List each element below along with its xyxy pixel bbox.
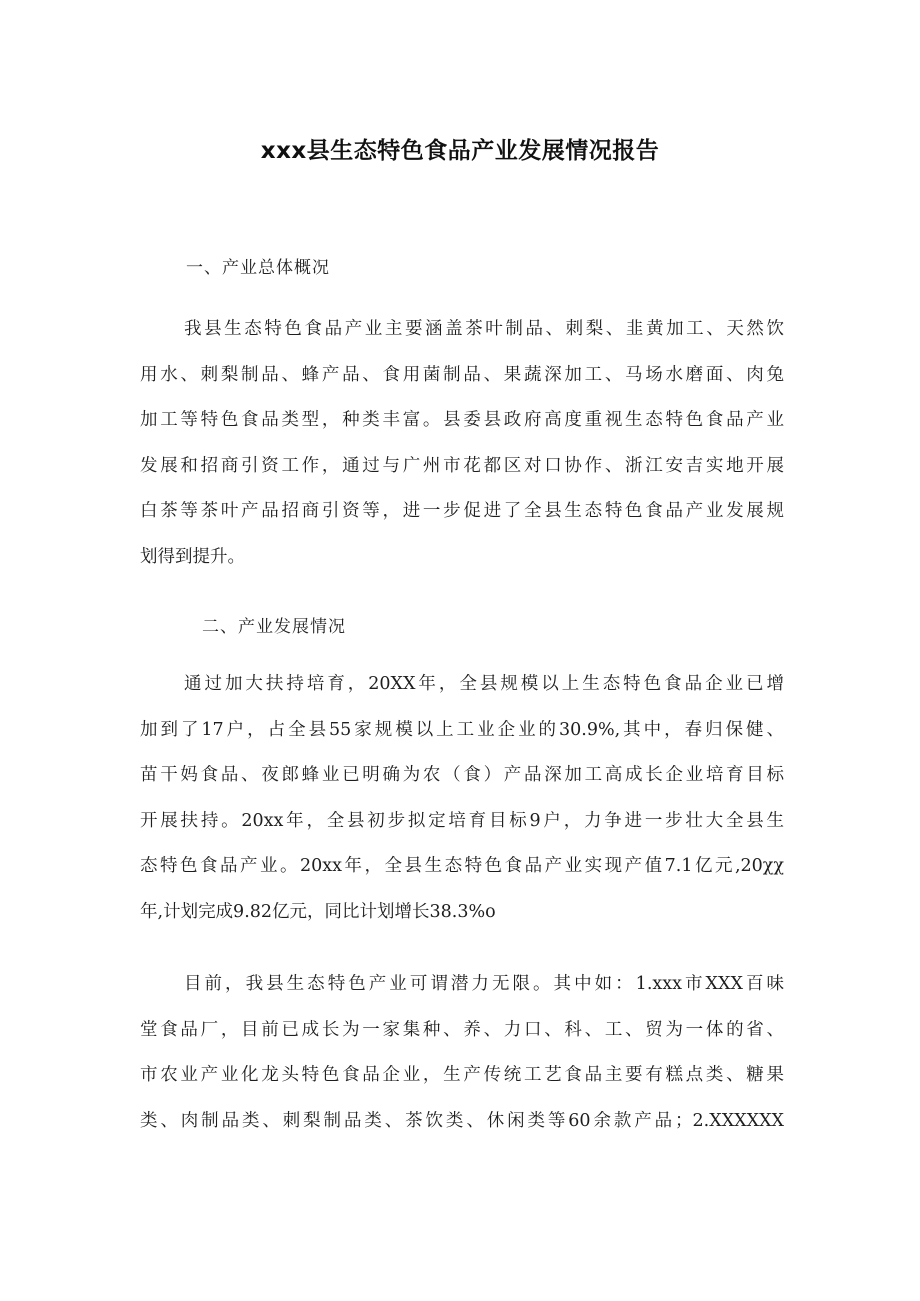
paragraph-line: 堂食品厂，目前已成长为一家集种、养、力口、科、工、贸为一体的省、 xyxy=(140,1019,784,1040)
paragraph-line: 年,计划完成9.82亿元，同比计划增长38.3%o xyxy=(140,901,496,922)
paragraph-line: 发展和招商引资工作，通过与广州市花都区对口协作、浙江安吉实地开展 xyxy=(140,455,784,476)
paragraph-line: 加到了17户，占全县55家规模以上工业企业的30.9%,其中，春归保健、 xyxy=(140,719,784,740)
section-heading-development: 二、产业发展情况 xyxy=(202,617,346,637)
paragraph-development xyxy=(140,662,784,935)
paragraph-overview xyxy=(140,307,784,580)
paragraph-line: 白茶等茶叶产品招商引资等，进一步促进了全县生态特色食品产业发展规 xyxy=(140,501,784,521)
paragraph-line: 开展扶持。20xx年，全县初步拟定培育目标9户，力争进一步壮大全县生 xyxy=(140,810,784,831)
paragraph-line: 通过加大扶持培育，20XX年，全县规模以上生态特色食品企业已增 xyxy=(184,674,784,694)
paragraph-line: 划得到提升。 xyxy=(140,546,245,567)
paragraph-line: 苗干妈食品、夜郎蜂业已明确为农（食）产品深加工高成长企业培育目标 xyxy=(140,765,784,785)
paragraph-line: 类、肉制品类、刺梨制品类、茶饮类、休闲类等60余款产品；2.XXXXXX xyxy=(140,1110,784,1131)
paragraph-line: 我县生态特色食品产业主要涵盖茶叶制品、刺梨、韭黄加工、天然饮 xyxy=(184,319,784,339)
paragraph-line: 用水、刺梨制品、蜂产品、食用菌制品、果蔬深加工、马场水磨面、肉兔 xyxy=(140,364,784,385)
paragraph-potential xyxy=(140,962,784,1144)
section-heading-overview: 一、产业总体概况 xyxy=(186,258,330,278)
paragraph-line: 目前，我县生态特色产业可谓潜力无限。其中如：1.xxx市XXX百味 xyxy=(184,974,784,994)
paragraph-line: 市农业产业化龙头特色食品企业，生产传统工艺食品主要有糕点类、糖果 xyxy=(140,1065,784,1085)
paragraph-line: 加工等特色食品类型，种类丰富。县委县政府高度重视生态特色食品产业 xyxy=(140,410,784,430)
paragraph-line: 态特色食品产业。20xx年，全县生态特色食品产业实现产值7.1亿元,20χχ xyxy=(140,856,784,876)
document-title: xxx县生态特色食品产业发展情况报告 xyxy=(260,138,660,164)
